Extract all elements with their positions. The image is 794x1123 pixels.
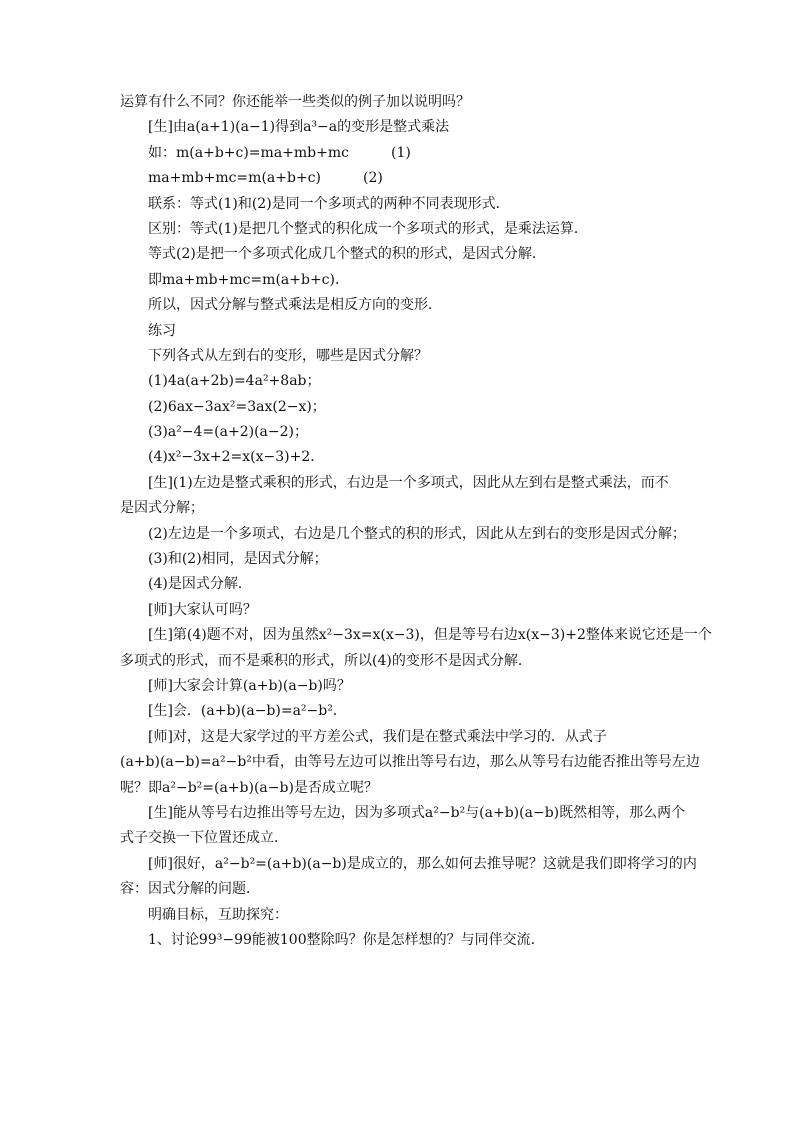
text-line: [师]大家会计算(a+b)(a−b)吗？: [148, 677, 351, 694]
text-line: [生]由a(a+1)(a−1)得到a³−a的变形是整式乘法: [148, 119, 450, 136]
text-line: (3)和(2)相同，是因式分解；: [148, 551, 328, 568]
exercise-item: (1)4a(a+2b)=4a²+8ab；: [148, 373, 321, 390]
text-line: 容：因式分解的问题．: [120, 881, 260, 898]
section-heading: 明确目标，互助探究：: [148, 906, 288, 923]
text-line: 运算有什么不同？你还能举一些类似的例子加以说明吗？: [120, 94, 470, 110]
text-line: [生]第(4)题不对，因为虽然x²−3x=x(x−3)，但是等号右边x(x−3)+2整体来说它还是一个: [148, 627, 712, 644]
text-line: [生]会．(a+b)(a−b)=a²−b²．: [148, 703, 347, 720]
text-line: [生]能从等号右边推出等号左边，因为多项式a²−b²与(a+b)(a−b)既然相等，那么两个: [148, 804, 686, 821]
exercise-item: (2)6ax−3ax²=3ax(2−x)；: [148, 398, 326, 415]
document-body: [120, 90, 712, 953]
text-line: 呢？即a²−b²=(a+b)(a−b)是否成立呢？: [120, 779, 378, 796]
text-line: [师]大家认可吗？: [148, 601, 257, 618]
text-line: [生](1)左边是整式乘积的形式，右边是一个多项式，因此从左到右是整式乘法，而不: [148, 474, 669, 491]
text-line: 多项式的形式，而不是乘积的形式，所以(4)的变形不是因式分解．: [120, 652, 532, 669]
text-line: 即ma+mb+mc=m(a+b+c)．: [148, 271, 349, 288]
text-line: 等式(2)是把一个多项式化成几个整式的积的形式，是因式分解．: [148, 246, 546, 263]
text-line: [师]很好，a²−b²=(a+b)(a−b)是成立的，那么如何去推导呢？这就是我们即将学习的内: [148, 855, 697, 872]
exercise-item: (3)a²−4=(a+2)(a−2)；: [148, 424, 308, 441]
text-line: 式子交换一下位置还成立．: [120, 830, 288, 847]
section-heading: 练习: [148, 322, 176, 339]
text-line: (a+b)(a−b)=a²−b²中看，由等号左边可以推出等号右边，那么从等号右边能否推出等号左边: [120, 754, 700, 771]
text-line: 区别：等式(1)是把几个整式的积化成一个多项式的形式，是乘法运算．: [148, 220, 588, 237]
text-line: 联系：等式(1)和(2)是同一个多项式的两种不同表现形式．: [148, 195, 510, 212]
text-line: 所以，因式分解与整式乘法是相反方向的变形．: [148, 297, 442, 314]
text-line: ma+mb+mc=m(a+b+c) (2): [148, 170, 383, 187]
text-line: 如：m(a+b+c)=ma+mb+mc (1): [148, 144, 411, 161]
exercise-item: (4)x²−3x+2=x(x−3)+2．: [148, 449, 325, 466]
text-line: [师]对，这是大家学过的平方差公式，我们是在整式乘法中学习的．从式子: [148, 728, 607, 745]
text-line: (2)左边是一个多项式，右边是几个整式的积的形式，因此从左到右的变形是因式分解；: [148, 525, 686, 542]
text-line: (4)是因式分解．: [148, 576, 252, 593]
text-line: 是因式分解；: [120, 500, 204, 517]
text-line: 下列各式从左到右的变形，哪些是因式分解？: [148, 347, 428, 364]
text-line: 1、讨论99³−99能被100整除吗？你是怎样想的？与同伴交流．: [148, 931, 545, 948]
